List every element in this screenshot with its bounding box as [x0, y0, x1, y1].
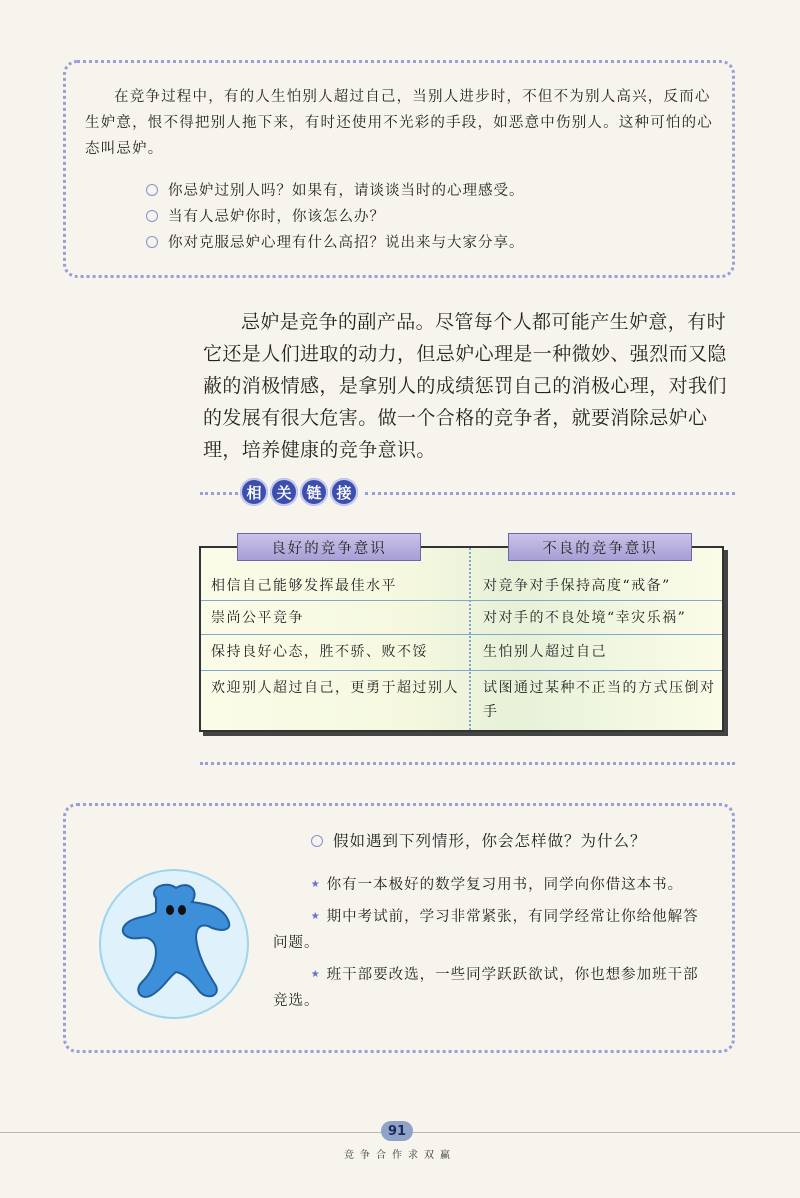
table-row	[201, 600, 722, 635]
title-char: 链	[300, 478, 328, 506]
figure-eye	[178, 905, 186, 915]
discussion-questions	[146, 178, 525, 256]
scenario-item: ★ 期中考试前，学习非常紧张，有同学经常让你给他解答问题。	[273, 909, 699, 951]
scenario-list	[273, 872, 703, 1020]
dotted-divider	[200, 492, 238, 495]
title-char: 接	[330, 478, 358, 506]
competition-awareness-table	[199, 546, 724, 732]
main-paragraph: 忌妒是竞争的副产品。尽管每个人都可能产生妒意，有时它还是人们进取的动力，但忌妒心理是一种微妙、强烈而又隐蔽的消极情感，是拿别人的成绩惩罚自己的消极心理，对我们的发展有很大危害。做一个合格的竞争者，就要消除忌妒心理，培养健康的竞争意识。	[203, 311, 727, 461]
bad-cell: 试图通过某种不正当的方式压倒对手	[483, 680, 716, 720]
good-cell: 保持良好心态，胜不骄、败不馁	[211, 644, 428, 660]
scenario-item: ★ 你有一本极好的数学复习用书，同学向你借这本书。	[310, 877, 684, 893]
blue-figure-illustration	[96, 866, 252, 1022]
good-cell: 崇尚公平竞争	[211, 610, 304, 626]
star-bullet-icon: ★	[310, 969, 321, 980]
bad-awareness-header: 不良的竞争意识	[508, 533, 692, 561]
related-links-title	[240, 478, 358, 506]
table-row	[201, 670, 722, 730]
good-awareness-header: 良好的竞争意识	[237, 533, 421, 561]
good-cell: 相信自己能够发挥最佳水平	[211, 578, 397, 594]
bad-cell: 生怕别人超过自己	[483, 644, 607, 660]
scenario-item: ★ 班干部要改选，一些同学跃跃欲试，你也想参加班干部竞选。	[273, 967, 699, 1009]
table-row	[201, 568, 722, 601]
circle-bullet-icon	[146, 210, 158, 222]
question-item: 你对克服忌妒心理有什么高招？说出来与大家分享。	[146, 230, 525, 256]
title-char: 关	[270, 478, 298, 506]
circle-bullet-icon	[146, 236, 158, 248]
question-item: 当有人忌妒你时，你该怎么办？	[146, 204, 525, 230]
question-item: 你忌妒过别人吗？如果有，请谈谈当时的心理感受。	[146, 178, 525, 204]
good-cell: 欢迎别人超过自己，更勇于超过别人	[211, 680, 459, 696]
dotted-divider	[365, 492, 735, 495]
circle-bullet-icon	[146, 184, 158, 196]
dotted-divider	[200, 762, 735, 765]
scenario-question: 假如遇到下列情形，你会怎样做？为什么？	[311, 829, 647, 851]
bad-cell: 对对手的不良处境“幸灾乐祸”	[483, 610, 687, 626]
page-number: 91	[381, 1121, 413, 1141]
table-row	[201, 634, 722, 671]
intro-paragraph: 在竞争过程中，有的人生怕别人超过自己，当别人进步时，不但不为别人高兴，反而心生妒意，恨不得把别人拖下来，有时还使用不光彩的手段，如恶意中伤别人。这种可怕的心态叫忌妒。	[85, 89, 713, 157]
title-char: 相	[240, 478, 268, 506]
figure-eye	[166, 905, 174, 915]
star-bullet-icon: ★	[310, 879, 321, 890]
star-bullet-icon: ★	[310, 911, 321, 922]
bad-cell: 对竞争对手保持高度“戒备”	[483, 578, 671, 594]
circle-bullet-icon	[311, 835, 323, 847]
section-title: 竞争合作求双赢	[344, 1150, 456, 1161]
